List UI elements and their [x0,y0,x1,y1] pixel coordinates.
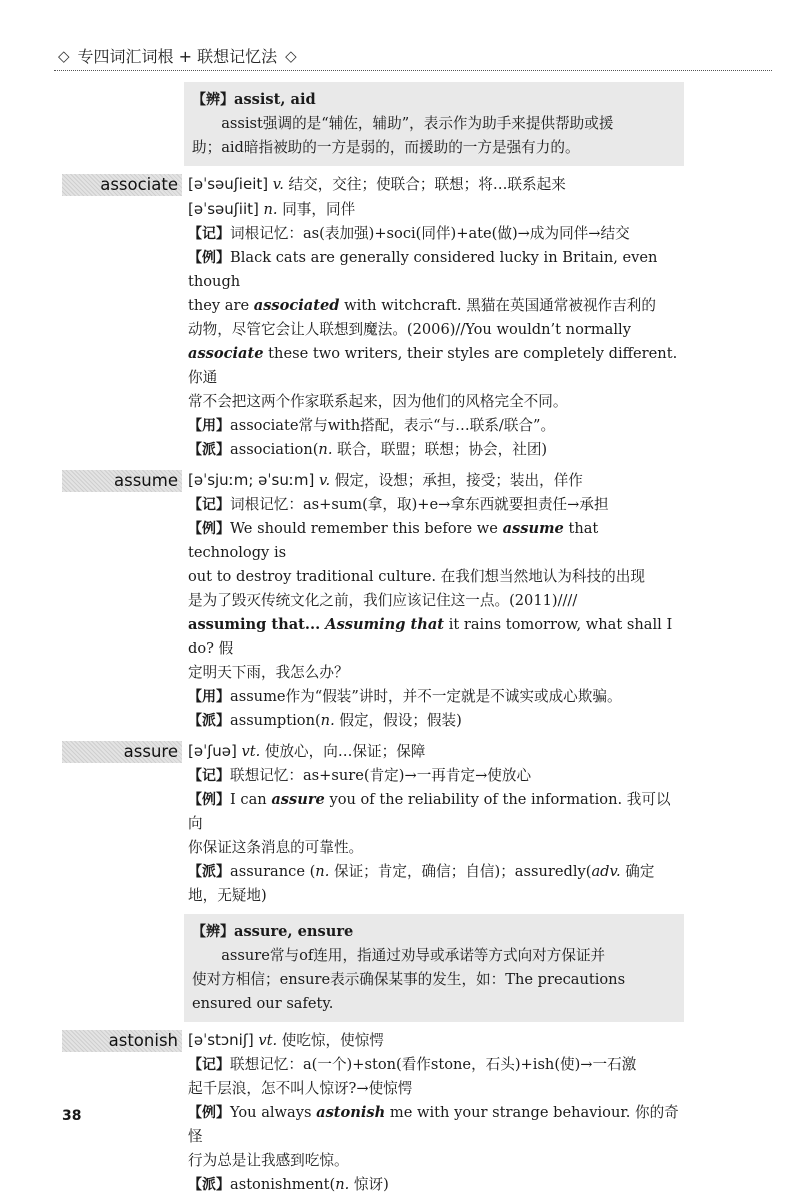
example-line: assuming that... Assuming that it rains tomorrow, what shall I do? 假 [188,616,673,657]
example-line: 动物，尽管它会让人联想到魔法。(2006)//You wouldn’t normally [188,321,631,338]
headword: associate [62,174,182,196]
entry-assure [0,739,800,1022]
dictionary-content [0,82,800,1197]
bian-tag: 【辨】 [192,924,234,940]
derivative-line: 【派】association(n. 联合，联盟；联想；协会，社团) [188,441,548,458]
example-line: 【例】We should remember this before we assume that technology is [188,520,599,561]
definition-line: [əˈsəuʃieit] v. 结交，交往；使联合；联想；将…联系起来 [188,175,566,193]
derivative-line: 地，无疑地) [188,887,267,904]
memory-line: 起千层浪，怎不叫人惊讶?→使惊愕 [188,1080,413,1097]
example-line: associate these two writers, their styles are completely different. 你通 [188,345,678,386]
definition-line: [əˈstɔniʃ] vt. 使吃惊，使惊愕 [188,1031,384,1049]
bian-box-assure-ensure [184,914,684,1022]
bian-words: assure, ensure [234,923,354,940]
definition-line: [əˈsjuːm; əˈsuːm] v. 假定，设想；承担，接受；装出，佯作 [188,471,583,489]
bian-line: ensured our safety. [192,995,334,1012]
memory-line: 【记】词根记忆：as+sum(拿，取)+e→拿东西就要担责任→承担 [188,496,609,513]
bian-line: 使对方相信；ensure表示确保某事的发生，如：The precautions [192,971,626,988]
header-title: 专四词汇词根 + 联想记忆法 [77,47,278,66]
bian-words: assist, aid [234,91,316,108]
bian-tag: 【辨】 [192,92,234,108]
entry-astonish [0,1028,800,1197]
example-line: 你保证这条消息的可靠性。 [188,839,364,856]
example-line: 是为了毁灭传统文化之前，我们应该记住这一点。(2011)//// [188,592,578,609]
page-number: 38 [62,1108,82,1124]
memory-line: 【记】词根记忆：as(表加强)+soci(同伴)+ate(做)→成为同伴→结交 [188,225,630,242]
diamond-icon: ◇ [58,46,70,65]
definition-line: [əˈʃuə] vt. 使放心，向…保证；保障 [188,742,426,760]
example-line: 行为总是让我感到吃惊。 [188,1152,349,1169]
example-line: 定明天下雨，我怎么办？ [188,664,349,681]
bian-line: 助；aid暗指被助的一方是弱的，而援助的一方是强有力的。 [192,139,580,156]
memory-line: 【记】联想记忆：as+sure(肯定)→一再肯定→使放心 [188,767,532,784]
usage-line: 【用】associate常与with搭配，表示“与…联系/联合”。 [188,417,556,434]
bian-box-assist-aid [184,82,684,166]
example-line: 【例】You always astonish me with your strange behaviour. 你的奇怪 [188,1104,679,1145]
derivative-line: 【派】astonishment(n. 惊讶) [188,1176,389,1193]
memory-line: 【记】联想记忆：a(一个)+ston(看作stone，石头)+ish(使)→一石激 [188,1056,637,1073]
definition-line: [əˈsəuʃiit] n. 同事，同伴 [188,200,356,218]
example-line: 【例】I can assure you of the reliability of the information. 我可以向 [188,791,671,832]
derivative-line: 【派】assumption(n. 假定，假设；假装) [188,712,462,729]
entry-assume [0,468,800,733]
example-line: 【例】Black cats are generally considered lucky in Britain, even though [188,249,658,290]
example-line: out to destroy traditional culture. 在我们想当然地认为科技的出现 [188,568,645,585]
headword: assure [62,741,182,763]
headword: astonish [62,1030,182,1052]
example-line: 常不会把这两个作家联系起来，因为他们的风格完全不同。 [188,393,568,410]
bian-line: assist强调的是“辅佐，辅助”，表示作为助手来提供帮助或援 [221,115,614,132]
headword: assume [62,470,182,492]
diamond-icon: ◇ [285,46,297,65]
entry-associate [0,172,800,462]
usage-line: 【用】assume作为“假装”讲时，并不一定就是不诚实或成心欺骗。 [188,688,622,705]
bian-line: assure常与of连用，指通过劝导或承诺等方式向对方保证并 [221,947,606,964]
page-header [54,40,772,71]
derivative-line: 【派】assurance (n. 保证；肯定，确信；自信)；assuredly(adv. 确定 [188,863,655,880]
example-line: they are associated with witchcraft. 黑猫在英国通常被视作吉利的 [188,297,656,314]
